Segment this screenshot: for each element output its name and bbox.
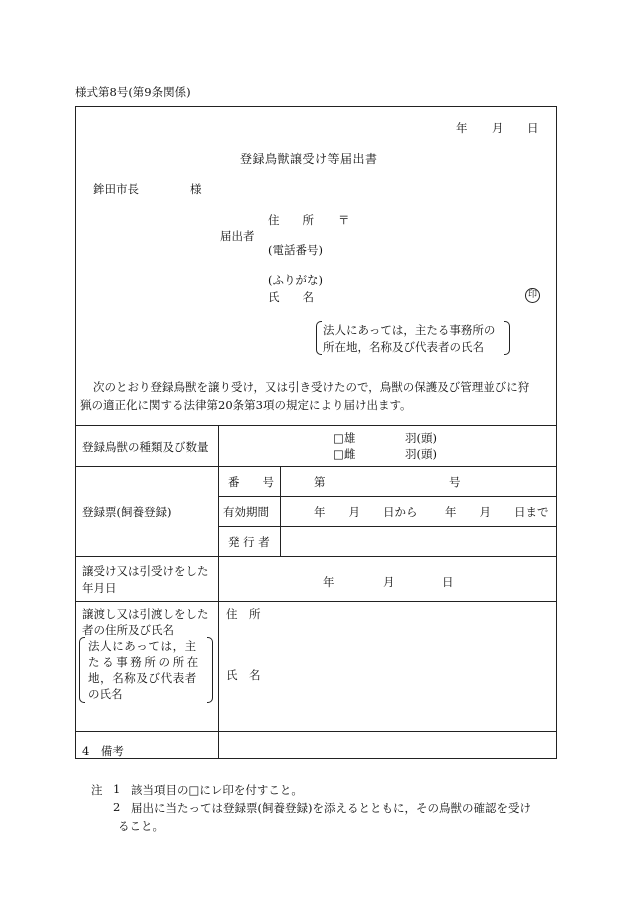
row-divider-2 <box>75 556 557 557</box>
row1-label: 登録鳥獣の種類及び数量 <box>82 440 209 454</box>
table-top-line <box>75 425 557 426</box>
issuer-label: 発 行 者 <box>228 535 270 549</box>
number-label: 番 号 <box>228 475 274 489</box>
row2-label: 登録票(飼養登録) <box>82 505 172 519</box>
number-prefix: 第 <box>314 475 326 489</box>
phone-label: (電話番号) <box>268 243 323 257</box>
corp-note-line1: 法人にあっては，主たる事務所の <box>323 323 496 337</box>
row4-name-label: 氏 名 <box>226 668 261 682</box>
page-title: 登録鳥獣譲受け等届出書 <box>240 152 378 166</box>
postal-mark: 〒 <box>338 213 350 227</box>
row4-note-left-bracket <box>79 637 85 703</box>
statement-line1: 次のとおり登録鳥獣を譲り受け，又は引き受けたので，鳥獣の保護及び管理並びに狩 <box>93 380 530 394</box>
label-column-line <box>218 425 219 758</box>
corp-note-line2: 所在地，名称及び代表者の氏名 <box>323 340 484 354</box>
note2-line2: ること。 <box>118 819 164 833</box>
row-divider-3 <box>75 601 557 602</box>
row3-day: 日 <box>442 575 454 589</box>
applicant-name-label: 氏 名 <box>268 290 314 304</box>
row4-address-label: 住 所 <box>226 607 261 621</box>
row4-note-line4: の氏名 <box>88 687 123 701</box>
validity-label: 有効期間 <box>223 505 269 519</box>
corp-note-right-bracket <box>504 321 510 355</box>
row3-year: 年 <box>323 575 335 589</box>
statement-line2: 猟の適正化に関する法律第20条第3項の規定により届け出ます。 <box>80 398 412 412</box>
date-year: 年 <box>456 121 468 135</box>
applicant-label: 届出者 <box>220 229 255 243</box>
row4-label-line1: 譲渡し又は引渡しをした <box>82 607 209 621</box>
row4-note-line2: たる事務所の所在 <box>88 655 201 669</box>
male-checkbox[interactable]: □雄 <box>333 431 356 445</box>
row3-label-line1: 譲受け又は引受けをした <box>82 564 209 578</box>
row2-divider-a <box>218 496 557 497</box>
note1-text: 該当項目の□にレ印を付すこと。 <box>131 783 303 797</box>
addressee-honorific: 様 <box>190 182 202 196</box>
row3-month: 月 <box>383 575 395 589</box>
date-day: 日 <box>527 121 539 135</box>
date-month: 月 <box>492 121 504 135</box>
row-divider-1 <box>75 466 557 467</box>
furigana-label: (ふりがな) <box>268 273 323 287</box>
validity-from: 年 月 日から <box>314 505 418 519</box>
note2-number: 2 <box>113 800 121 814</box>
row-divider-4 <box>75 731 557 732</box>
number-suffix: 号 <box>449 475 461 489</box>
row2-divider-b <box>218 526 557 527</box>
row4-note-line3: 地，名称及び代表者 <box>88 671 197 685</box>
form-number: 様式第8号(第9条関係) <box>75 85 191 99</box>
row4-label-line2: 者の住所及び氏名 <box>82 623 174 637</box>
remarks-label: 4 備考 <box>82 744 124 758</box>
female-checkbox[interactable]: □雌 <box>333 447 356 461</box>
row4-note-right-bracket <box>207 637 213 703</box>
validity-to: 年 月 日まで <box>445 505 549 519</box>
row3-label-line2: 年月日 <box>82 581 117 595</box>
addressee-name: 鉾田市長 <box>93 182 139 196</box>
male-count-unit: 羽(頭) <box>405 431 437 445</box>
row4-note-line1: 法人にあっては，主 <box>88 639 197 653</box>
corp-note-left-bracket <box>316 321 322 355</box>
note1-number: 1 <box>113 782 121 796</box>
applicant-address-label: 住 所 <box>268 213 314 227</box>
female-count-unit: 羽(頭) <box>405 447 437 461</box>
seal-icon: 印 <box>525 288 540 303</box>
sublabel-column-line <box>280 466 281 556</box>
notes-prefix: 注 <box>91 783 103 797</box>
note2-line1: 届出に当たっては登録票(飼養登録)を添えるとともに，その鳥獣の確認を受け <box>131 801 531 815</box>
